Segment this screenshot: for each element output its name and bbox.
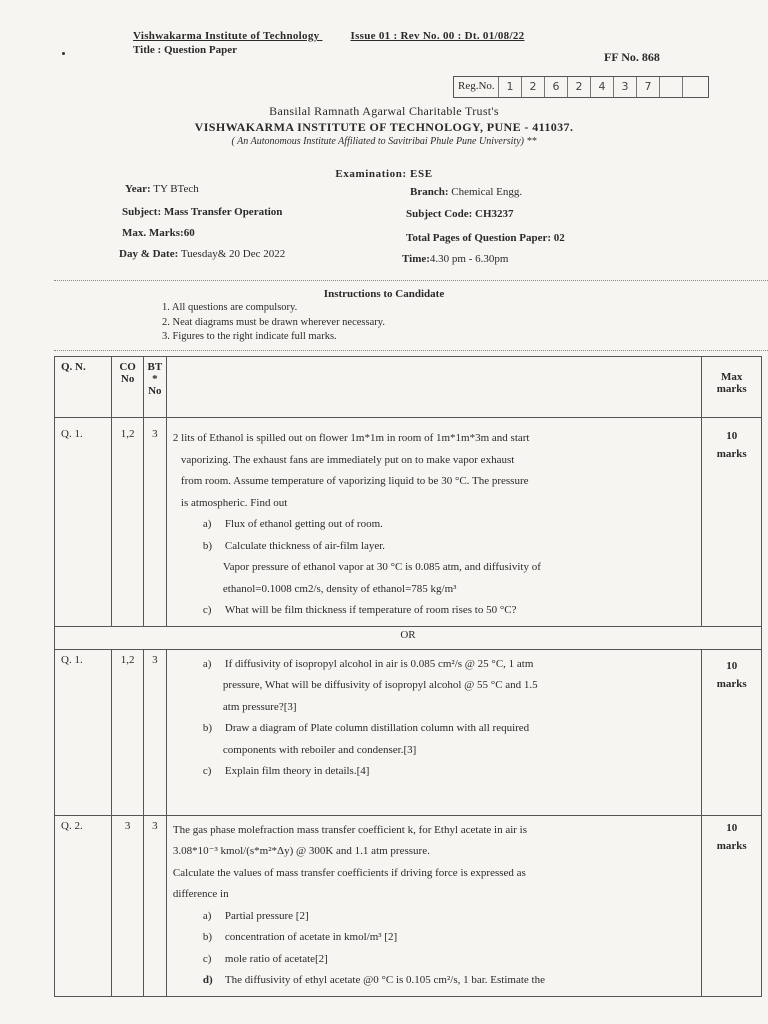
sub-question: [173, 970, 696, 992]
marks-value: 10: [726, 821, 738, 834]
question-line: 2 lits of Ethanol is spilled out on flower 1m*1m in room of 1m*1m*3m and start: [172, 432, 530, 444]
branch-label: Branch:: [410, 186, 449, 198]
marks-unit: marks: [716, 677, 747, 690]
sub-question: [173, 654, 696, 676]
question-number: Q. 2.: [55, 815, 112, 996]
question-line: is atmospheric. Find out: [180, 496, 288, 509]
sub-question: [173, 949, 696, 971]
sub-label: d): [202, 974, 213, 986]
trust-name: Bansilal Ramnath Agarwal Charitable Trust's: [269, 104, 499, 118]
marks-cell: [702, 815, 762, 996]
sub-text: Explain film theory in details.[4]: [224, 765, 370, 777]
reg-digit: [659, 77, 682, 97]
question-line: Vapor pressure of ethanol vapor at 30 °C is 0.085 atm, and diffusivity of: [222, 561, 541, 573]
sub-label: c): [202, 952, 212, 965]
total-pages-field: [406, 232, 565, 244]
sub-question: [173, 906, 696, 928]
spacer: [173, 783, 696, 811]
reg-digit: [682, 77, 705, 97]
sub-label: a): [202, 909, 212, 922]
reg-digit: 2: [567, 77, 590, 97]
question-row-q1b: [55, 649, 762, 815]
subject-code-label: Subject Code: CH3237: [406, 208, 514, 220]
reg-digit: 7: [636, 77, 659, 97]
sub-question: [173, 600, 696, 622]
co-number: 1,2: [112, 649, 143, 815]
instruction-item: 2. Neat diagrams must be drawn wherever necessary.: [162, 317, 385, 328]
sub-label: c): [202, 604, 212, 616]
question-line: Calculate the values of mass transfer coefficients if driving force is expressed as: [172, 866, 526, 879]
time-label: Time:: [402, 253, 430, 265]
reg-no-box: [453, 76, 709, 98]
ff-number: FF No. 868: [604, 50, 660, 64]
subject-field: [122, 206, 282, 218]
bt-number: 3: [143, 649, 166, 815]
col-max-line: Max: [721, 371, 743, 383]
sub-label: c): [202, 765, 212, 777]
reg-digit: 6: [544, 77, 567, 97]
instruction-item: 1. All questions are compulsory.: [162, 302, 298, 313]
header-institute-line: [133, 30, 524, 42]
sub-label: a): [202, 657, 212, 670]
sub-question: [173, 514, 696, 536]
exam-title: Examination: ESE: [335, 168, 433, 180]
question-line: difference in: [172, 888, 229, 900]
year-value: TY BTech: [153, 183, 199, 195]
question-text: [166, 649, 702, 815]
reg-no-cells: [498, 77, 705, 97]
sub-label: a): [202, 518, 212, 530]
col-co-line: CO: [119, 361, 136, 373]
question-line: pressure, What will be diffusivity of isopropyl alcohol @ 55 °C and 1.5: [222, 679, 538, 691]
col-bt-line: No: [148, 385, 162, 397]
year-field: [125, 183, 199, 195]
instructions-title: Instructions to Candidate: [323, 288, 445, 300]
or-row: [55, 626, 762, 649]
sub-text: What will be film thickness if temperature of room rises to 50 °C?: [224, 604, 517, 616]
sub-text: concentration of acetate in kmol/m³ [2]: [224, 931, 398, 943]
question-line: atm pressure?[3]: [222, 700, 297, 713]
date-value: Tuesday& 20 Dec 2022: [180, 248, 286, 260]
bt-number: 3: [143, 418, 166, 627]
table-header-row: [55, 357, 762, 418]
year-label: Year:: [125, 183, 151, 195]
or-label: OR: [55, 626, 762, 649]
question-row-q2: [55, 815, 762, 996]
divider: [54, 350, 768, 351]
institute-name: VISHWAKARMA INSTITUTE OF TECHNOLOGY, PUNE - 411037.: [194, 120, 574, 134]
date-field: [119, 248, 285, 260]
sub-question: [173, 927, 696, 949]
co-number: 1,2: [112, 418, 143, 627]
question-line: vaporizing. The exhaust fans are immediately put on to make vapor exhaust: [180, 453, 515, 466]
header-issue: Issue 01 : Rev No. 00 : Dt. 01/08/22: [350, 30, 525, 42]
col-bt-header: [143, 357, 166, 418]
sub-question: [173, 536, 696, 558]
col-bt-line: *: [152, 373, 158, 385]
time-field: [402, 253, 508, 265]
max-marks-field: [122, 227, 195, 239]
col-max-header: [702, 357, 762, 418]
question-row-q1a: [55, 418, 762, 627]
marks-value: 10: [726, 659, 738, 672]
date-label: Day & Date:: [119, 248, 179, 260]
sub-text: The diffusivity of ethyl acetate @0 °C is 0.105 cm²/s, 1 bar. Estimate the: [224, 974, 545, 986]
question-number: Q. 1.: [55, 418, 112, 627]
marks-cell: [702, 418, 762, 627]
sub-label: b): [202, 931, 213, 943]
sub-text: Draw a diagram of Plate column distillation column with all required: [224, 722, 530, 734]
time-value: 4.30 pm - 6.30pm: [429, 253, 509, 265]
marks-unit: marks: [716, 839, 747, 852]
subject-code-field: [406, 208, 514, 220]
sub-label: b): [202, 722, 213, 734]
max-marks-label: Max. Marks:60: [122, 227, 195, 239]
marks-unit: marks: [716, 448, 747, 460]
branch-value: Chemical Engg.: [451, 186, 523, 198]
question-line: 3.08*10⁻³ kmol/(s*m²*Δy) @ 300K and 1.1 atm pressure.: [172, 845, 430, 857]
subject-label: Subject: Mass Transfer Operation: [122, 206, 283, 218]
sub-label: b): [202, 539, 213, 552]
col-question-header: [166, 357, 702, 418]
question-text: [166, 815, 702, 996]
reg-digit: 2: [521, 77, 544, 97]
col-qn-header: Q. N.: [55, 357, 112, 418]
total-pages-label: Total Pages of Question Paper: 02: [406, 232, 565, 244]
sub-text: Calculate thickness of air-film layer.: [224, 539, 386, 552]
question-line: ethanol=0.1008 cm2/s, density of ethanol=785 kg/m³: [222, 582, 457, 595]
sub-text: Partial pressure [2]: [224, 909, 309, 922]
col-co-header: [112, 357, 143, 418]
col-max-line: marks: [716, 383, 747, 395]
instruction-item: 3. Figures to the right indicate full marks.: [162, 331, 337, 342]
affiliation: ( An Autonomous Institute Affiliated to Savitribai Phule Pune University) **: [231, 136, 537, 147]
co-number: 3: [112, 815, 143, 996]
header-institute: Vishwakarma Institute of Technology: [133, 30, 320, 42]
question-line: The gas phase molefraction mass transfer coefficient k, for Ethyl acetate in air is: [172, 823, 528, 836]
sub-text: Flux of ethanol getting out of room.: [224, 518, 383, 530]
marks-value: 10: [726, 430, 738, 442]
question-line: components with reboiler and condenser.[3]: [222, 743, 417, 756]
reg-digit: 4: [590, 77, 613, 97]
reg-digit: 3: [613, 77, 636, 97]
sub-text: mole ratio of acetate[2]: [224, 952, 328, 965]
reg-digit: 1: [498, 77, 521, 97]
header-title-line: Title : Question Paper: [133, 44, 237, 56]
marks-cell: [702, 649, 762, 815]
questions-table: [54, 356, 762, 997]
question-line: from room. Assume temperature of vaporizing liquid to be 30 °C. The pressure: [180, 475, 529, 487]
sub-text: If diffusivity of isopropyl alcohol in air is 0.085 cm²/s @ 25 °C, 1 atm: [224, 657, 534, 670]
scan-dot: [62, 52, 65, 55]
sub-question: [173, 761, 696, 783]
col-co-line: No: [120, 373, 135, 385]
question-number: Q. 1.: [55, 649, 112, 815]
col-bt-line: BT: [147, 361, 163, 373]
sub-question: [173, 718, 696, 740]
bt-number: 3: [143, 815, 166, 996]
divider: [54, 280, 768, 281]
reg-no-label: Reg.No.: [458, 80, 495, 92]
branch-field: [410, 186, 522, 198]
question-text: [166, 418, 702, 627]
